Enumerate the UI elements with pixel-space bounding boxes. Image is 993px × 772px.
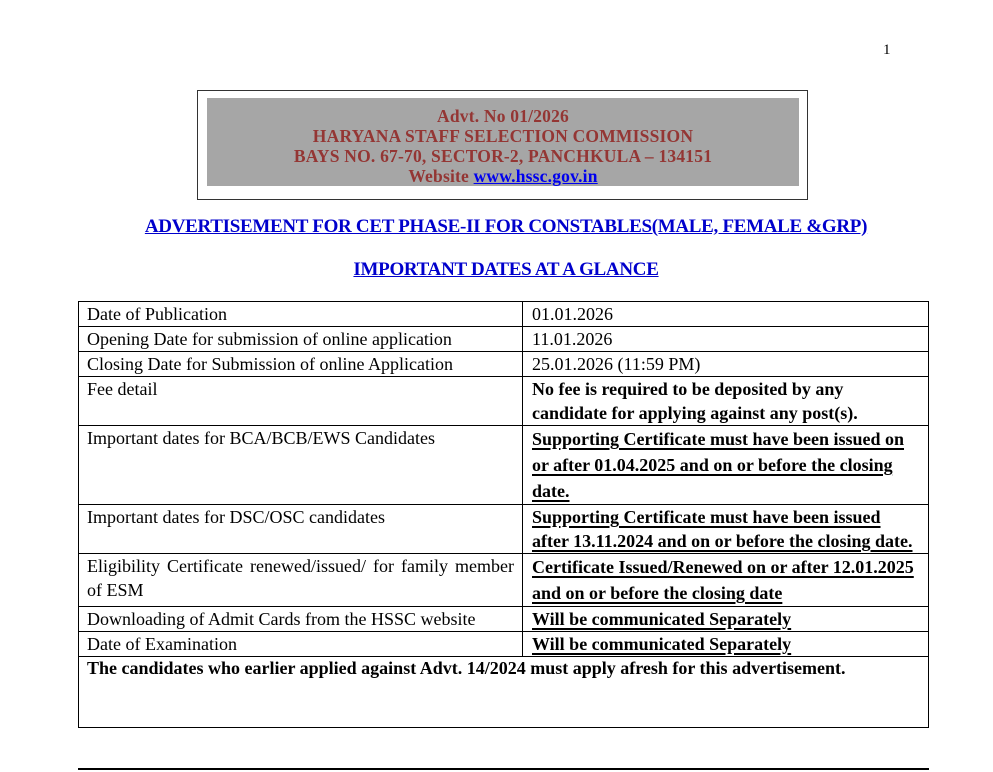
website-label: Website <box>408 166 470 186</box>
bottom-rule <box>78 768 929 770</box>
table-row <box>79 377 929 426</box>
row-label: Date of Examination <box>79 632 523 657</box>
website-link[interactable]: www.hssc.gov.in <box>473 166 598 186</box>
reapply-note: The candidates who earlier applied against Advt. 14/2024 must apply afresh for this advertisement. <box>79 657 929 728</box>
row-label: Closing Date for Submission of online Application <box>79 352 523 377</box>
important-dates-title: IMPORTANT DATES AT A GLANCE <box>353 259 659 280</box>
header-box <box>197 90 808 200</box>
row-value: No fee is required to be deposited by any candidate for applying against any post(s). <box>523 377 929 426</box>
table-row <box>79 352 929 377</box>
header-banner <box>207 98 799 186</box>
row-value: Supporting Certificate must have been issued after 13.11.2024 and on or before the closing date. <box>523 505 929 554</box>
row-label: Fee detail <box>79 377 523 426</box>
row-label: Downloading of Admit Cards from the HSSC website <box>79 607 523 632</box>
row-label: Date of Publication <box>79 302 523 327</box>
row-label: Important dates for DSC/OSC candidates <box>79 505 523 554</box>
table-row <box>79 426 929 505</box>
table-row <box>79 327 929 352</box>
table-row <box>79 607 929 632</box>
table-row <box>79 554 929 607</box>
org-name: HARYANA STAFF SELECTION COMMISSION <box>312 126 694 146</box>
row-label: Eligibility Certificate renewed/issued/ for family member of ESM <box>79 554 523 607</box>
website-line <box>207 166 799 186</box>
row-value: 11.01.2026 <box>523 327 929 352</box>
row-label: Important dates for BCA/BCB/EWS Candidates <box>79 426 523 505</box>
table-row <box>79 302 929 327</box>
row-value: Supporting Certificate must have been issued on or after 01.04.2025 and on or before the closing date. <box>523 426 929 505</box>
table-note-row <box>79 657 929 728</box>
row-value: 25.01.2026 (11:59 PM) <box>523 352 929 377</box>
table-row <box>79 505 929 554</box>
row-label: Opening Date for submission of online application <box>79 327 523 352</box>
advertisement-title: ADVERTISEMENT FOR CET PHASE-II FOR CONSTABLES(MALE, FEMALE &GRP) <box>144 216 868 237</box>
important-dates-table <box>78 301 929 728</box>
advt-number: Advt. No 01/2026 <box>436 106 570 126</box>
table-row <box>79 632 929 657</box>
row-value: 01.01.2026 <box>523 302 929 327</box>
page-number: 1 <box>883 42 891 58</box>
row-value: Will be communicated Separately <box>523 632 929 657</box>
org-address: BAYS NO. 67-70, SECTOR-2, PANCHKULA – 134151 <box>293 146 713 166</box>
row-value: Certificate Issued/Renewed on or after 12.01.2025 and on or before the closing date <box>523 554 929 607</box>
row-value: Will be communicated Separately <box>523 607 929 632</box>
